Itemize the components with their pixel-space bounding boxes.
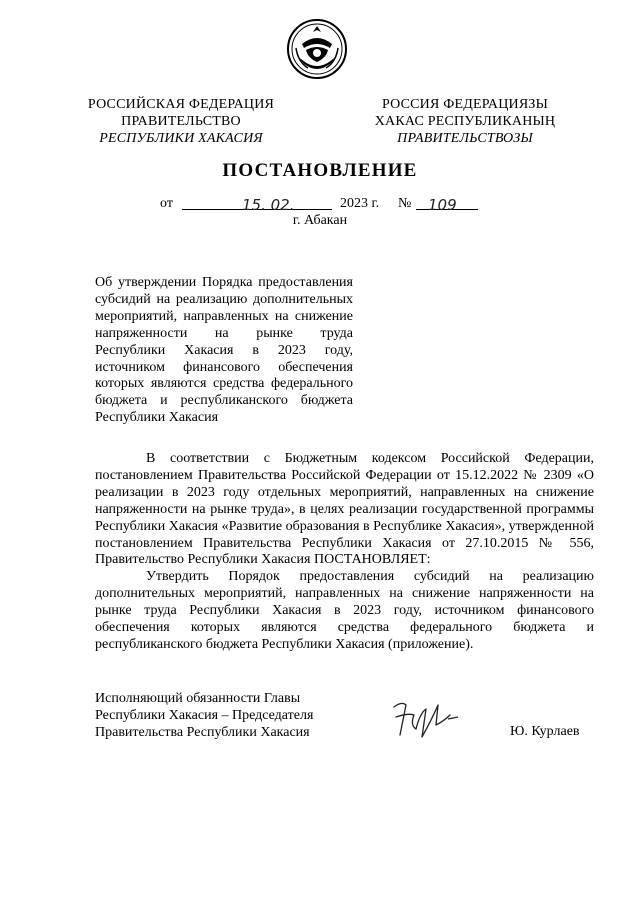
document-body <box>95 451 594 654</box>
header-left-line-1: РОССИЙСКАЯ ФЕДЕРАЦИЯ <box>87 97 275 112</box>
header-right-khakas <box>360 96 570 147</box>
signatory-name: Ю. Курлаев <box>510 724 580 739</box>
number-handwritten: 109 <box>428 196 457 214</box>
body-paragraph-2: Утвердить Порядок предоставления субсидий на реализацию дополнительных мероприятий, направленных на снижение напряженности на рынке труда Республики Хакасия в 2023 году, источником финансового обеспечения которых являются средства федерального бюджета и республиканского бюджета Республики Хакасия (приложение). <box>95 569 594 652</box>
header-left-line-3: РЕСПУБЛИКИ ХАКАСИЯ <box>99 131 263 146</box>
number-label: № <box>398 196 412 211</box>
signatory-line-3: Правительства Республики Хакасия <box>95 725 310 741</box>
signatory-line-2: Республики Хакасия – Председателя <box>95 708 314 724</box>
signatory-position <box>95 690 355 742</box>
header-left-ru <box>76 96 286 147</box>
body-paragraph-1: В соответствии с Бюджетным кодексом Российской Федерации, постановлением Правительства Российской Федерации от 15.12.2022 № 2309 «О реализации в 2023 году отдельных мероприятий, направленных на снижение напряженности на рынке труда», в целях реализации государственной программы Республики Хакасия «Развитие образования в Республике Хакасия», утвержденной постановлением Правительства Республики Хакасия от 27.10.2015 № 556, Правительство Республики Хакасия ПОСТАНОВЛЯЕТ: <box>95 451 594 568</box>
subject-line: источником финансового обеспечения <box>95 359 353 375</box>
header-left-line-2: ПРАВИТЕЛЬСТВО <box>121 114 241 129</box>
subject-line: Об утверждении Порядка предоставления <box>95 275 353 290</box>
city-label: г. Абакан <box>292 213 348 228</box>
coat-of-arms-emblem <box>286 18 348 80</box>
header-right-line-3: ПРАВИТЕЛЬСТВОЗЫ <box>397 131 533 146</box>
date-handwritten: 15. 02. <box>242 196 295 214</box>
subject-line: бюджета и республиканского бюджета <box>95 393 353 409</box>
handwritten-signature <box>388 695 460 743</box>
document-title: ПОСТАНОВЛЕНИЕ <box>222 160 418 181</box>
subject-line: субсидий на реализацию дополнительных <box>95 291 353 307</box>
document-subject <box>95 275 353 427</box>
from-label: от <box>160 196 173 211</box>
header-right-line-1: РОССИЯ ФЕДЕРАЦИЯЗЫ <box>381 97 549 112</box>
date-number-line <box>160 194 520 214</box>
signatory-line-1: Исполняющий обязанности Главы <box>95 691 301 706</box>
year-label: 2023 г. <box>340 196 380 211</box>
subject-line: мероприятий, направленных на снижение <box>95 308 353 324</box>
subject-line: напряженности на рынке труда <box>95 325 353 341</box>
subject-line: Республики Хакасия в 2023 году, <box>95 342 353 358</box>
subject-line: которых являются средства федерального <box>95 376 353 392</box>
header-right-line-2: ХАКАС РЕСПУБЛИКАНЫҢ <box>374 114 556 129</box>
subject-line: Республики Хакасия <box>95 410 219 426</box>
